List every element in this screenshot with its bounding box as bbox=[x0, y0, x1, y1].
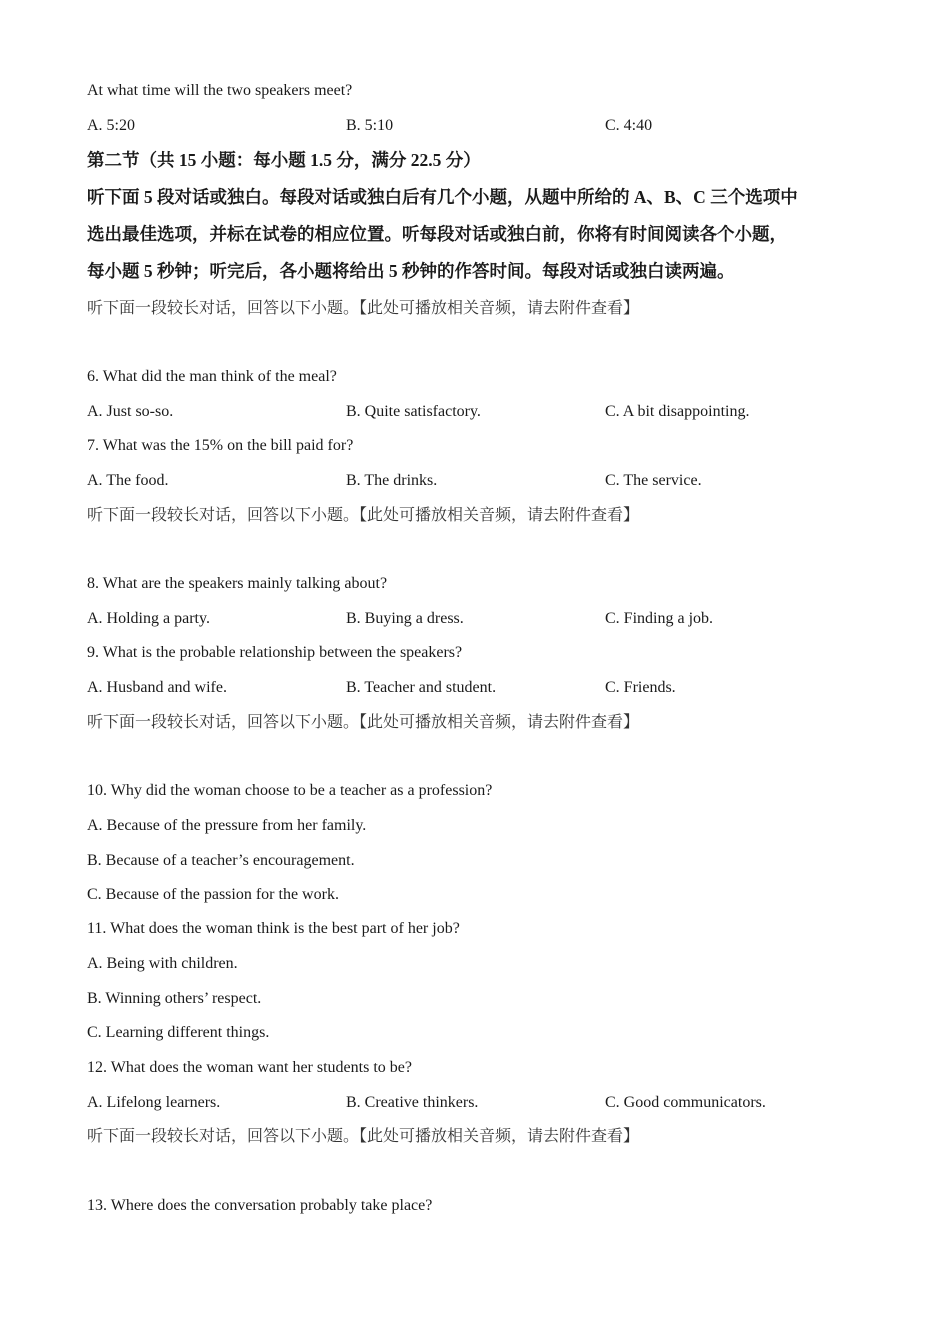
question-11: 11. What does the woman think is the best part of her job? bbox=[87, 920, 460, 937]
q6-option-b: B. Quite satisfactory. bbox=[346, 403, 481, 420]
question-6: 6. What did the man think of the meal? bbox=[87, 368, 337, 385]
question-12: 12. What does the woman want her students to be? bbox=[87, 1059, 412, 1076]
q5-option-c: C. 4:40 bbox=[605, 117, 653, 134]
q7-option-c: C. The service. bbox=[605, 472, 702, 489]
q5-option-a: A. 5:20 bbox=[87, 117, 135, 134]
question-13: 13. Where does the conversation probably take place? bbox=[87, 1197, 433, 1214]
q11-option-b: B. Winning others’ respect. bbox=[87, 990, 262, 1007]
q11-option-a: A. Being with children. bbox=[87, 955, 238, 972]
question-9: 9. What is the probable relationship between the speakers? bbox=[87, 644, 463, 661]
q7-option-b: B. The drinks. bbox=[346, 472, 438, 489]
q6-option-a: A. Just so-so. bbox=[87, 403, 174, 420]
section-heading: 第二节（共 15 小题：每小题 1.5 分，满分 22.5 分） bbox=[87, 150, 481, 170]
q9-option-a: A. Husband and wife. bbox=[87, 679, 227, 696]
q8-option-c: C. Finding a job. bbox=[605, 610, 714, 627]
q6-option-c: C. A bit disappointing. bbox=[605, 403, 750, 420]
section-instructions-line-2: 选出最佳选项，并标在试卷的相应位置。听每段对话或独白前，你将有时间阅读各个小题， bbox=[87, 224, 787, 244]
audio-note: 听下面一段较长对话，回答以下小题。【此处可播放相关音频，请去附件查看】 bbox=[87, 300, 640, 317]
question-5: At what time will the two speakers meet? bbox=[87, 82, 353, 99]
q7-option-a: A. The food. bbox=[87, 472, 169, 489]
q10-option-c: C. Because of the passion for the work. bbox=[87, 886, 339, 903]
question-8: 8. What are the speakers mainly talking about? bbox=[87, 575, 388, 592]
q9-option-c: C. Friends. bbox=[605, 679, 676, 696]
q12-option-b: B. Creative thinkers. bbox=[346, 1094, 479, 1111]
q11-option-c: C. Learning different things. bbox=[87, 1024, 270, 1041]
audio-note: 听下面一段较长对话，回答以下小题。【此处可播放相关音频，请去附件查看】 bbox=[87, 507, 640, 524]
q8-option-a: A. Holding a party. bbox=[87, 610, 210, 627]
q5-option-b: B. 5:10 bbox=[346, 117, 394, 134]
section-instructions-line-3: 每小题 5 秒钟；听完后，各小题将给出 5 秒钟的作答时间。每段对话或独白读两遍。 bbox=[87, 261, 735, 281]
q12-option-a: A. Lifelong learners. bbox=[87, 1094, 221, 1111]
q9-option-b: B. Teacher and student. bbox=[346, 679, 497, 696]
q12-option-c: C. Good communicators. bbox=[605, 1094, 766, 1111]
question-7: 7. What was the 15% on the bill paid for? bbox=[87, 437, 354, 454]
q10-option-a: A. Because of the pressure from her family. bbox=[87, 817, 367, 834]
q10-option-b: B. Because of a teacher’s encouragement. bbox=[87, 852, 355, 869]
q8-option-b: B. Buying a dress. bbox=[346, 610, 464, 627]
audio-note: 听下面一段较长对话，回答以下小题。【此处可播放相关音频，请去附件查看】 bbox=[87, 1128, 640, 1145]
audio-note: 听下面一段较长对话，回答以下小题。【此处可播放相关音频，请去附件查看】 bbox=[87, 714, 640, 731]
question-10: 10. Why did the woman choose to be a teacher as a profession? bbox=[87, 782, 493, 799]
section-instructions-line-1: 听下面 5 段对话或独白。每段对话或独白后有几个小题，从题中所给的 A、B、C 三个选项中 bbox=[87, 187, 798, 207]
